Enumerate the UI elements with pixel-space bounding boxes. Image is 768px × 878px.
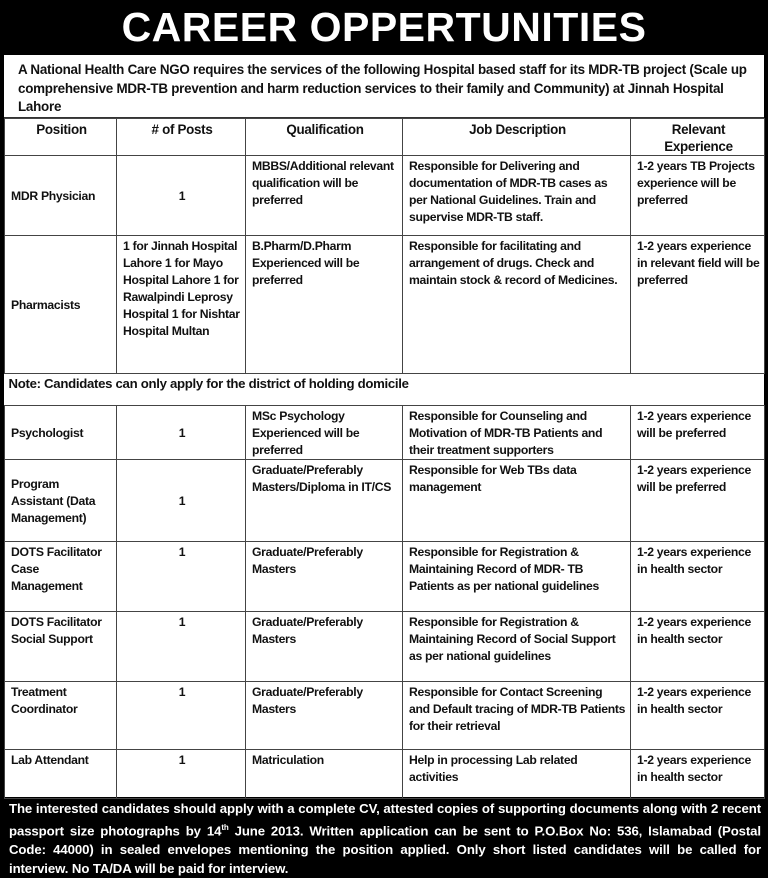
table-row <box>5 236 765 374</box>
header-posts: # of Posts <box>117 119 246 156</box>
footer-text-2: June 2013. Written application can be sent to P.O.Box No: 536, Islamabad (Postal Code: 44000) in sealed envelopes mentioning the position applied. Only short listed candidates will be called for interview. No TA/DA will be paid for interview. <box>9 823 761 877</box>
table-row <box>5 750 765 799</box>
note-row <box>5 374 765 406</box>
cell-experience: 1-2 years experience in health sector <box>631 750 765 799</box>
cell-experience: 1-2 years experience in relevant field will be preferred <box>631 236 765 374</box>
cell-posts: 1 <box>117 682 246 750</box>
cell-experience: 1-2 years experience in health sector <box>631 612 765 682</box>
cell-experience: 1-2 years experience will be preferred <box>631 460 765 542</box>
cell-posts: 1 <box>117 460 246 542</box>
cell-posts: 1 <box>117 406 246 460</box>
intro-text: A National Health Care NGO requires the services of the following Hospital based staff for its MDR-TB project (Scale up comprehensive MDR-TB prevention and harm reduction services to their family and Community) at Jinnah Hospital Lahore <box>4 55 764 118</box>
cell-position: MDR Physician <box>5 156 117 236</box>
cell-position: Program Assistant (Data Management) <box>5 460 117 542</box>
note-text: Note: Candidates can only apply for the district of holding domicile <box>5 374 765 406</box>
table-header-row <box>5 119 765 156</box>
cell-experience: 1-2 years experience in health sector <box>631 682 765 750</box>
table-row <box>5 460 765 542</box>
cell-qualification: Graduate/Preferably Masters <box>246 682 403 750</box>
cell-position: Treatment Coordinator <box>5 682 117 750</box>
cell-position: Psychologist <box>5 406 117 460</box>
cell-description: Responsible for Registration & Maintaining Record of Social Support as per national guidelines <box>403 612 631 682</box>
cell-description: Responsible for Counseling and Motivation of MDR-TB Patients and their treatment supporters <box>403 406 631 460</box>
cell-position: DOTS Facilitator Case Management <box>5 542 117 612</box>
header-experience: Relevant Experience <box>631 119 765 156</box>
cell-description: Responsible for Contact Screening and Default tracing of MDR-TB Patients for their retrieval <box>403 682 631 750</box>
table-row <box>5 406 765 460</box>
cell-qualification: MBBS/Additional relevant qualification will be preferred <box>246 156 403 236</box>
header-position: Position <box>5 119 117 156</box>
table-row <box>5 156 765 236</box>
cell-position: Pharmacists <box>5 236 117 374</box>
cell-qualification: MSc Psychology Experienced will be preferred <box>246 406 403 460</box>
cell-description: Responsible for facilitating and arrangement of drugs. Check and maintain stock & record of Medicines. <box>403 236 631 374</box>
ad-panel <box>4 55 764 797</box>
application-instructions <box>0 799 768 878</box>
positions-table <box>4 118 765 799</box>
cell-description: Help in processing Lab related activities <box>403 750 631 799</box>
cell-qualification: Graduate/Preferably Masters <box>246 612 403 682</box>
page-title: CAREER OPPERTUNITIES <box>121 4 647 50</box>
cell-posts: 1 for Jinnah Hospital Lahore 1 for Mayo Hospital Lahore 1 for Rawalpindi Leprosy Hospital 1 for Nishtar Hospital Multan <box>117 236 246 374</box>
cell-experience: 1-2 years TB Projects experience will be preferred <box>631 156 765 236</box>
header-qualification: Qualification <box>246 119 403 156</box>
cell-description: Responsible for Registration & Maintaining Record of MDR- TB Patients as per national guidelines <box>403 542 631 612</box>
footer-sup: th <box>221 823 229 832</box>
header-job-description: Job Description <box>403 119 631 156</box>
cell-position: Lab Attendant <box>5 750 117 799</box>
cell-description: Responsible for Delivering and documentation of MDR-TB cases as per National Guidelines. Train and supervise MDR-TB staff. <box>403 156 631 236</box>
table-row <box>5 542 765 612</box>
table-row <box>5 612 765 682</box>
cell-experience: 1-2 years experience in health sector <box>631 542 765 612</box>
cell-qualification: Graduate/Preferably Masters/Diploma in IT/CS <box>246 460 403 542</box>
cell-description: Responsible for Web TBs data management <box>403 460 631 542</box>
table-row <box>5 682 765 750</box>
cell-qualification: Graduate/Preferably Masters <box>246 542 403 612</box>
cell-posts: 1 <box>117 612 246 682</box>
cell-experience: 1-2 years experience will be preferred <box>631 406 765 460</box>
cell-posts: 1 <box>117 750 246 799</box>
cell-qualification: Matriculation <box>246 750 403 799</box>
cell-posts: 1 <box>117 542 246 612</box>
footer-text-1: The interested candidates should apply with a complete CV, attested copies of supporting documents along with 2 recent passport size photographs by 14 <box>9 801 761 839</box>
cell-position: DOTS Facilitator Social Support <box>5 612 117 682</box>
cell-qualification: B.Pharm/D.Pharm Experienced will be preferred <box>246 236 403 374</box>
cell-posts: 1 <box>117 156 246 236</box>
